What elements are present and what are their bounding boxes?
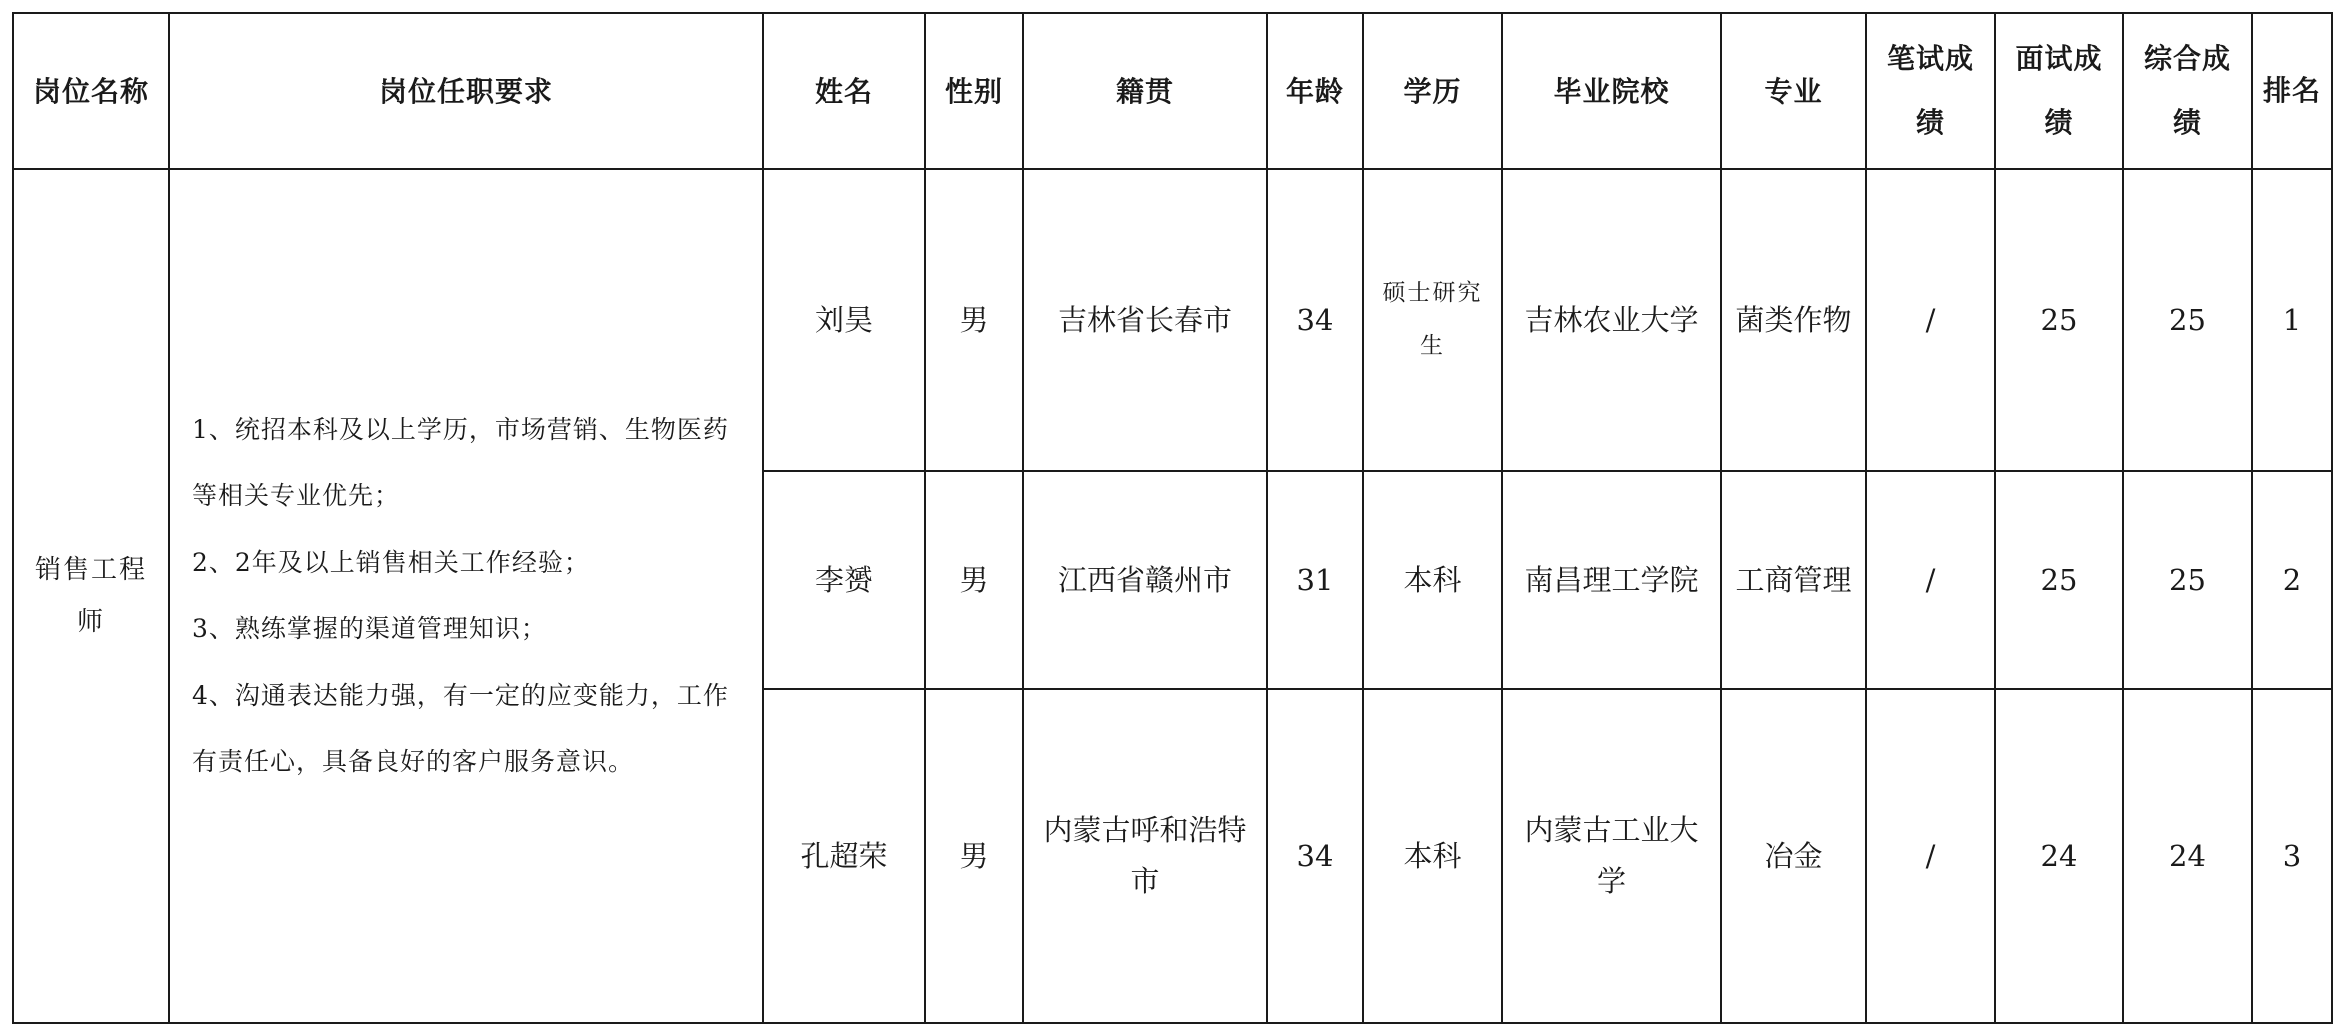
candidate-major: 冶金	[1721, 689, 1866, 1023]
results-table	[12, 12, 2333, 1024]
candidate-age: 34	[1267, 169, 1363, 471]
header-rank-text: 排名	[2263, 73, 2322, 107]
header-school: 毕业院校	[1502, 13, 1721, 169]
requirement-item: 4、沟通表达能力强，有一定的应变能力，工作有责任心，具备良好的客户服务意识。	[192, 680, 729, 776]
candidate-name: 孔超荣	[763, 689, 925, 1023]
candidate-origin: 吉林省长春市	[1023, 169, 1267, 471]
requirement-item: 3、熟练掌握的渠道管理知识；	[192, 614, 547, 643]
candidate-school-text: 南昌理工学院	[1524, 562, 1699, 597]
candidate-major	[1721, 169, 1866, 471]
position-title-text: 销售工程师	[34, 555, 147, 637]
candidate-major	[1721, 471, 1866, 689]
candidate-education-text: 硕士研究生	[1382, 280, 1483, 359]
candidate-education: 本科	[1363, 471, 1502, 689]
candidate-origin	[1023, 689, 1267, 1023]
candidate-school	[1502, 169, 1721, 471]
header-row	[13, 13, 2332, 169]
candidate-total-score: 25	[2123, 471, 2252, 689]
candidate-education: 本科	[1363, 689, 1502, 1023]
candidate-interview-score: 24	[1995, 689, 2123, 1023]
candidate-total-score: 24	[2123, 689, 2252, 1023]
header-age: 年龄	[1267, 13, 1363, 169]
candidate-gender: 男	[925, 689, 1023, 1023]
header-major: 专业	[1721, 13, 1866, 169]
header-written-text: 笔试成绩	[1886, 41, 1974, 139]
candidate-gender: 男	[925, 471, 1023, 689]
header-name: 姓名	[763, 13, 925, 169]
header-gender: 性别	[925, 13, 1023, 169]
candidate-gender: 男	[925, 169, 1023, 471]
header-total-text: 综合成绩	[2143, 41, 2231, 139]
candidate-written-score: /	[1866, 689, 1995, 1023]
header-written-score	[1866, 13, 1995, 169]
candidate-major-text: 工商管理	[1735, 562, 1852, 597]
header-total-score	[2123, 13, 2252, 169]
header-interview-text: 面试成绩	[2015, 41, 2103, 139]
candidate-written-score: /	[1866, 471, 1995, 689]
header-position: 岗位名称	[13, 13, 169, 169]
candidate-name: 李赟	[763, 471, 925, 689]
candidate-total-score: 25	[2123, 169, 2252, 471]
candidate-name: 刘昊	[763, 169, 925, 471]
header-rank	[2252, 13, 2332, 169]
header-requirements: 岗位任职要求	[169, 13, 763, 169]
candidate-written-score: /	[1866, 169, 1995, 471]
position-requirements	[169, 169, 763, 1023]
candidate-age: 31	[1267, 471, 1363, 689]
position-title	[13, 169, 169, 1023]
candidate-age: 34	[1267, 689, 1363, 1023]
candidate-origin: 江西省赣州市	[1023, 471, 1267, 689]
header-interview-score	[1995, 13, 2123, 169]
header-origin: 籍贯	[1023, 13, 1267, 169]
candidate-interview-score: 25	[1995, 471, 2123, 689]
candidate-rank: 3	[2252, 689, 2332, 1023]
candidate-school	[1502, 471, 1721, 689]
candidate-school-text: 内蒙古工业大学	[1524, 813, 1699, 898]
requirement-item: 1、统招本科及以上学历，市场营销、生物医药等相关专业优先；	[192, 414, 729, 510]
candidate-school-text: 吉林农业大学	[1524, 302, 1699, 337]
table-row	[13, 169, 2332, 471]
candidate-major-text: 菌类作物	[1735, 302, 1852, 337]
candidate-rank: 1	[2252, 169, 2332, 471]
candidate-rank: 2	[2252, 471, 2332, 689]
candidate-origin-text: 内蒙古呼和浩特市	[1043, 813, 1247, 898]
candidate-interview-score: 25	[1995, 169, 2123, 471]
header-education: 学历	[1363, 13, 1502, 169]
candidate-education	[1363, 169, 1502, 471]
requirement-item: 2、2年及以上销售相关工作经验；	[192, 547, 590, 577]
candidate-school	[1502, 689, 1721, 1023]
